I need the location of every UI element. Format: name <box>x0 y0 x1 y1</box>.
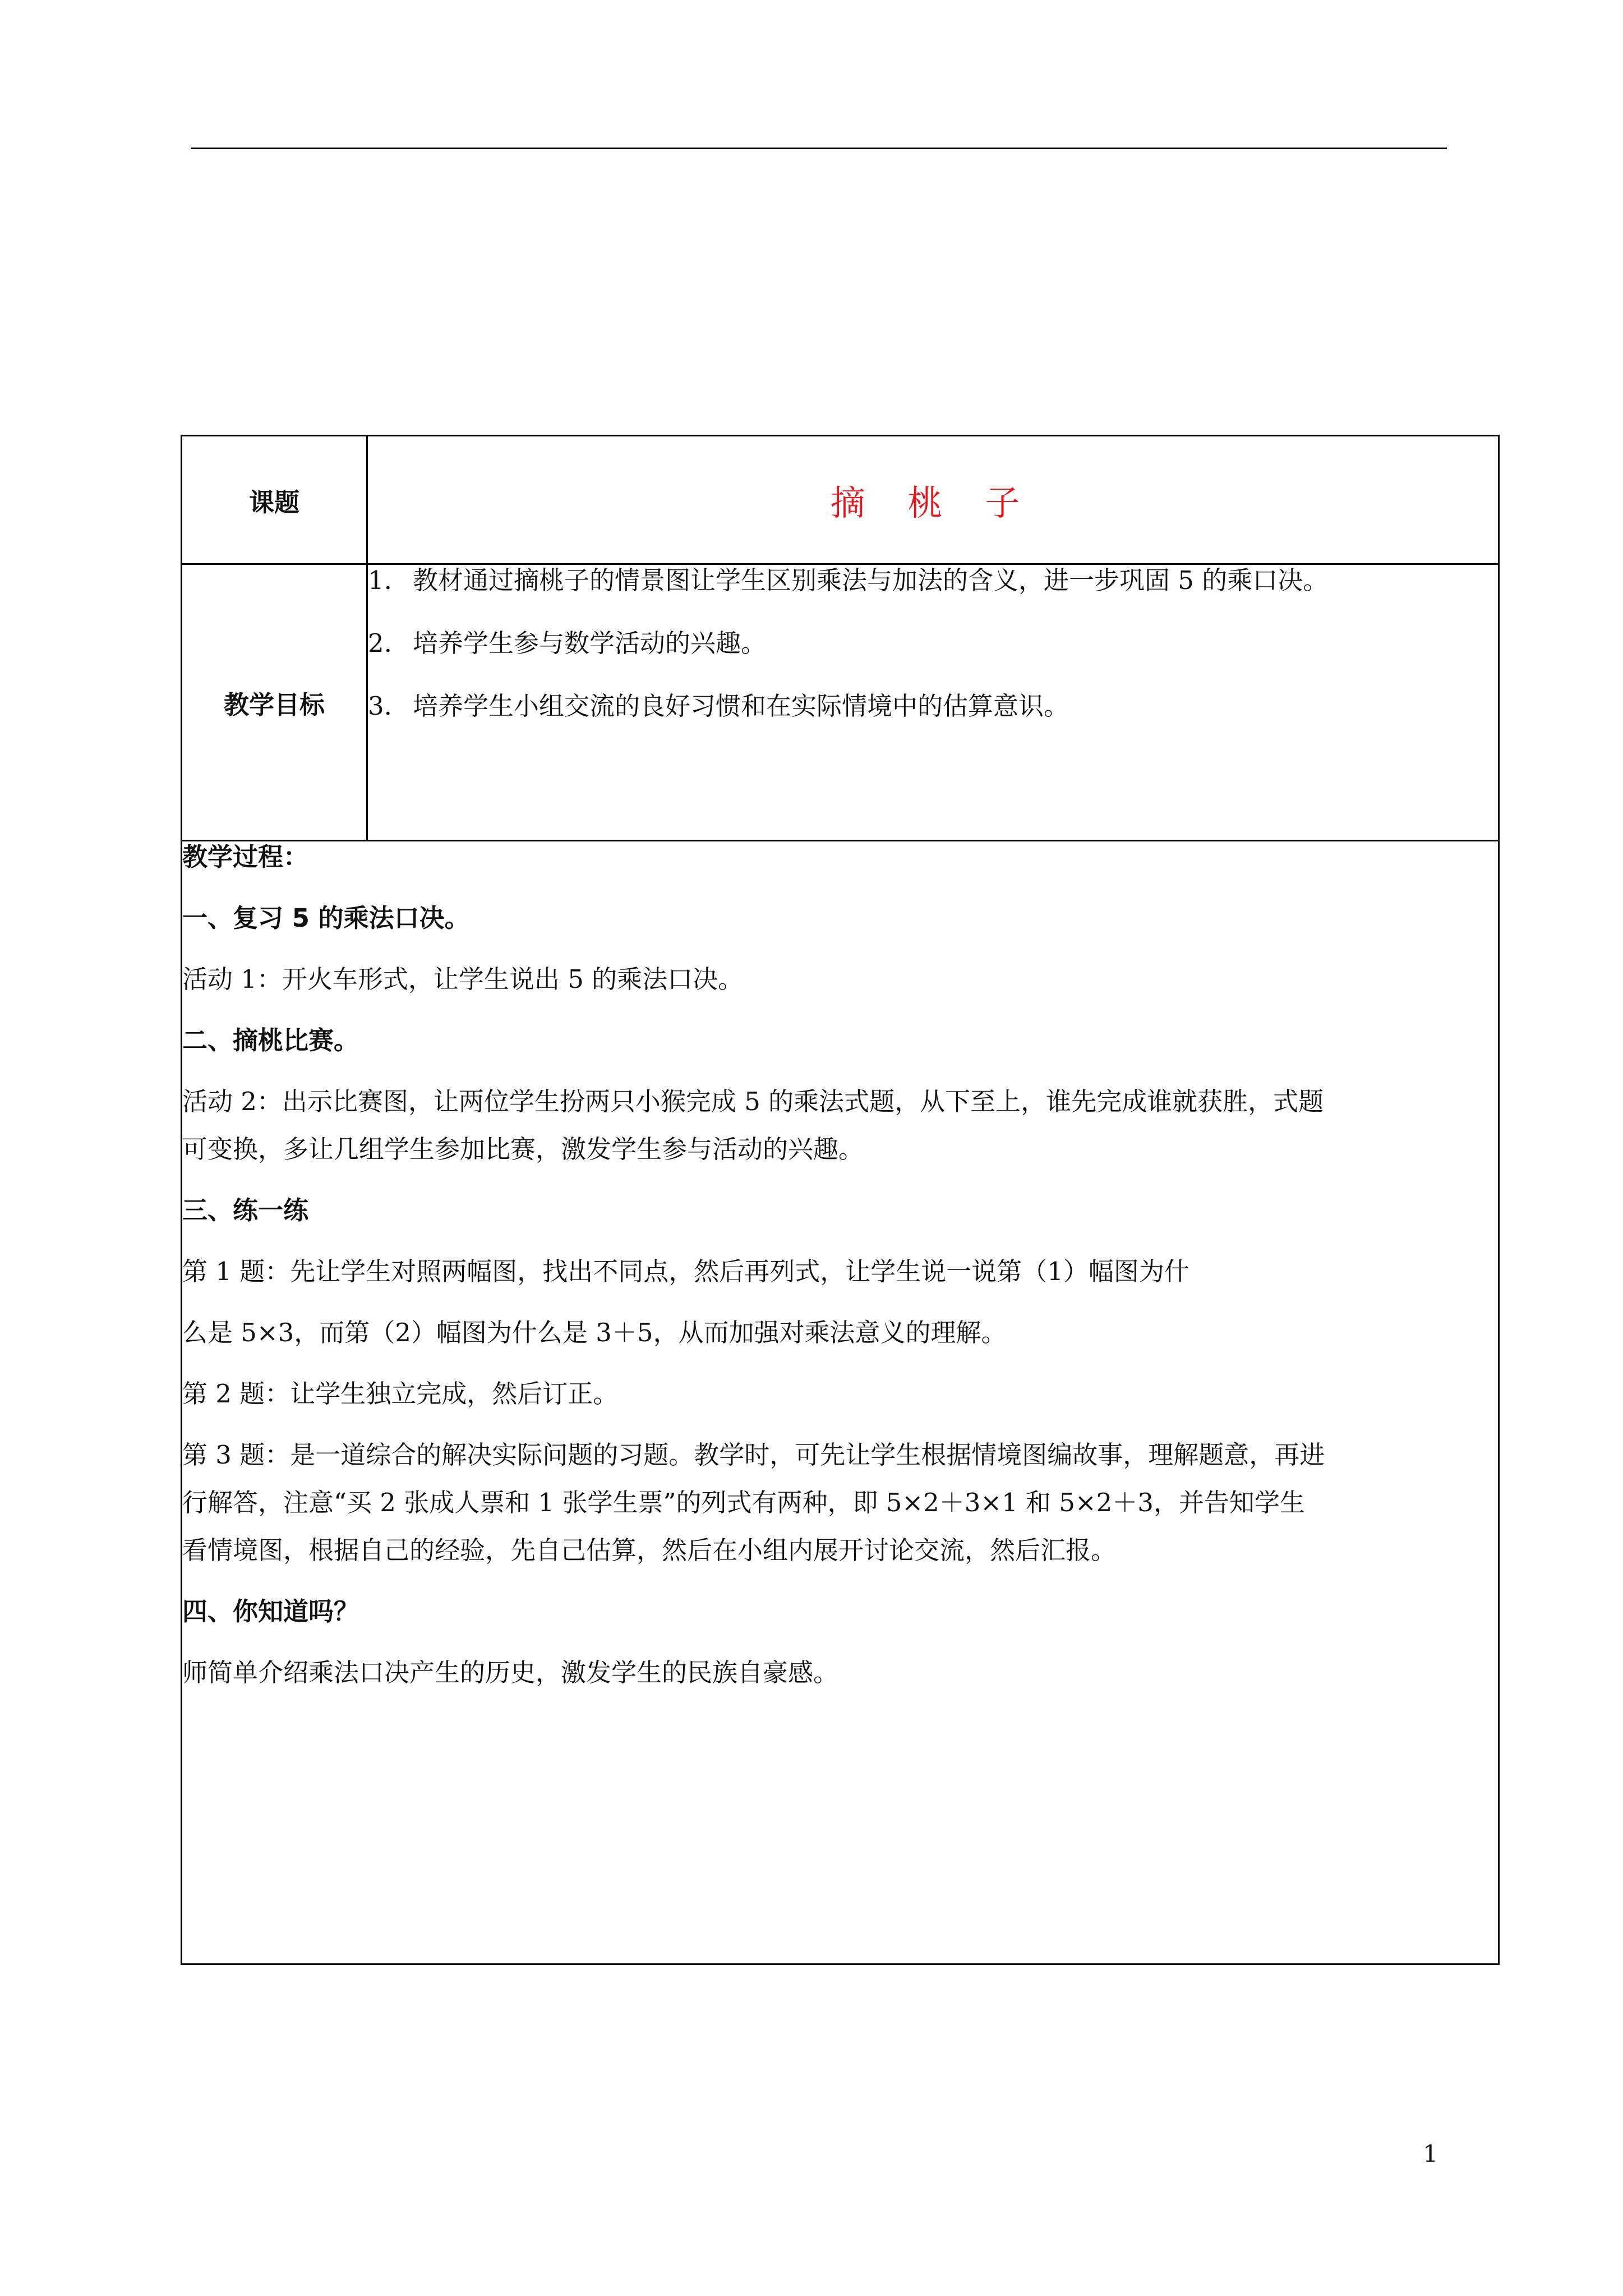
question-2: 第 2 题：让学生独立完成，然后订正。 <box>182 1379 619 1409</box>
section-3-title: 三、练一练 <box>182 1195 309 1225</box>
goal-number: 2. <box>368 628 392 658</box>
question-3-line-3: 看情境图，根据自己的经验，先自己估算，然后在小组内展开讨论交流，然后汇报。 <box>182 1535 1117 1565</box>
process-heading: 教学过程： <box>182 842 309 872</box>
goal-text: 培养学生参与数学活动的兴趣。 <box>413 628 767 658</box>
process-section <box>182 841 1499 1964</box>
goal-text: 培养学生小组交流的良好习惯和在实际情境中的估算意识。 <box>413 691 1069 721</box>
section-2-title: 二、摘桃比赛。 <box>182 1025 359 1055</box>
page-number: 1 <box>1423 2140 1438 2168</box>
section-4-text: 师简单介绍乘法口决产生的历史，激发学生的民族自豪感。 <box>182 1658 839 1687</box>
activity-2-line-1: 活动 2：出示比赛图，让两位学生扮两只小猴完成 5 的乘法式题，从下至上，谁先完成谁就获胜，式题 <box>182 1087 1324 1116</box>
activity-1: 活动 1：开火车形式，让学生说出 5 的乘法口决。 <box>182 964 744 994</box>
process-row <box>182 841 1499 1964</box>
question-1-line-2: 么是 5×3，而第（2）幅图为什么是 3＋5，从而加强对乘法意义的理解。 <box>182 1318 1007 1347</box>
goals-label: 教学目标 <box>182 564 367 841</box>
header-rule <box>191 148 1447 149</box>
lesson-title: 摘 桃 子 <box>367 436 1499 564</box>
goal-item <box>368 565 1498 596</box>
goals-row <box>182 564 1499 841</box>
goal-item <box>368 691 1498 722</box>
goal-text: 教材通过摘桃子的情景图让学生区别乘法与加法的含义，进一步巩固 5 的乘口决。 <box>413 565 1329 595</box>
goals-list <box>367 564 1499 841</box>
question-3-line-1: 第 3 题：是一道综合的解决实际问题的习题。教学时，可先让学生根据情境图编故事，理解题意，再进 <box>182 1440 1325 1470</box>
title-label: 课题 <box>182 436 367 564</box>
goal-number: 1. <box>368 565 392 595</box>
goal-number: 3. <box>368 691 392 721</box>
question-3-line-2: 行解答，注意“买 2 张成人票和 1 张学生票”的列式有两种，即 5×2＋3×1 和 5×2＋3，并告知学生 <box>182 1488 1305 1517</box>
question-1-line-1: 第 1 题：先让学生对照两幅图，找出不同点，然后再列式，让学生说一说第（1）幅图为什 <box>182 1257 1189 1286</box>
section-4-title: 四、你知道吗？ <box>182 1596 359 1626</box>
section-1-title: 一、复习 5 的乘法口决。 <box>182 903 470 933</box>
title-row <box>182 436 1499 564</box>
activity-2-line-2: 可变换，多让几组学生参加比赛，激发学生参与活动的兴趣。 <box>182 1134 864 1164</box>
lesson-plan-table <box>181 435 1500 1965</box>
goal-item <box>368 628 1498 659</box>
